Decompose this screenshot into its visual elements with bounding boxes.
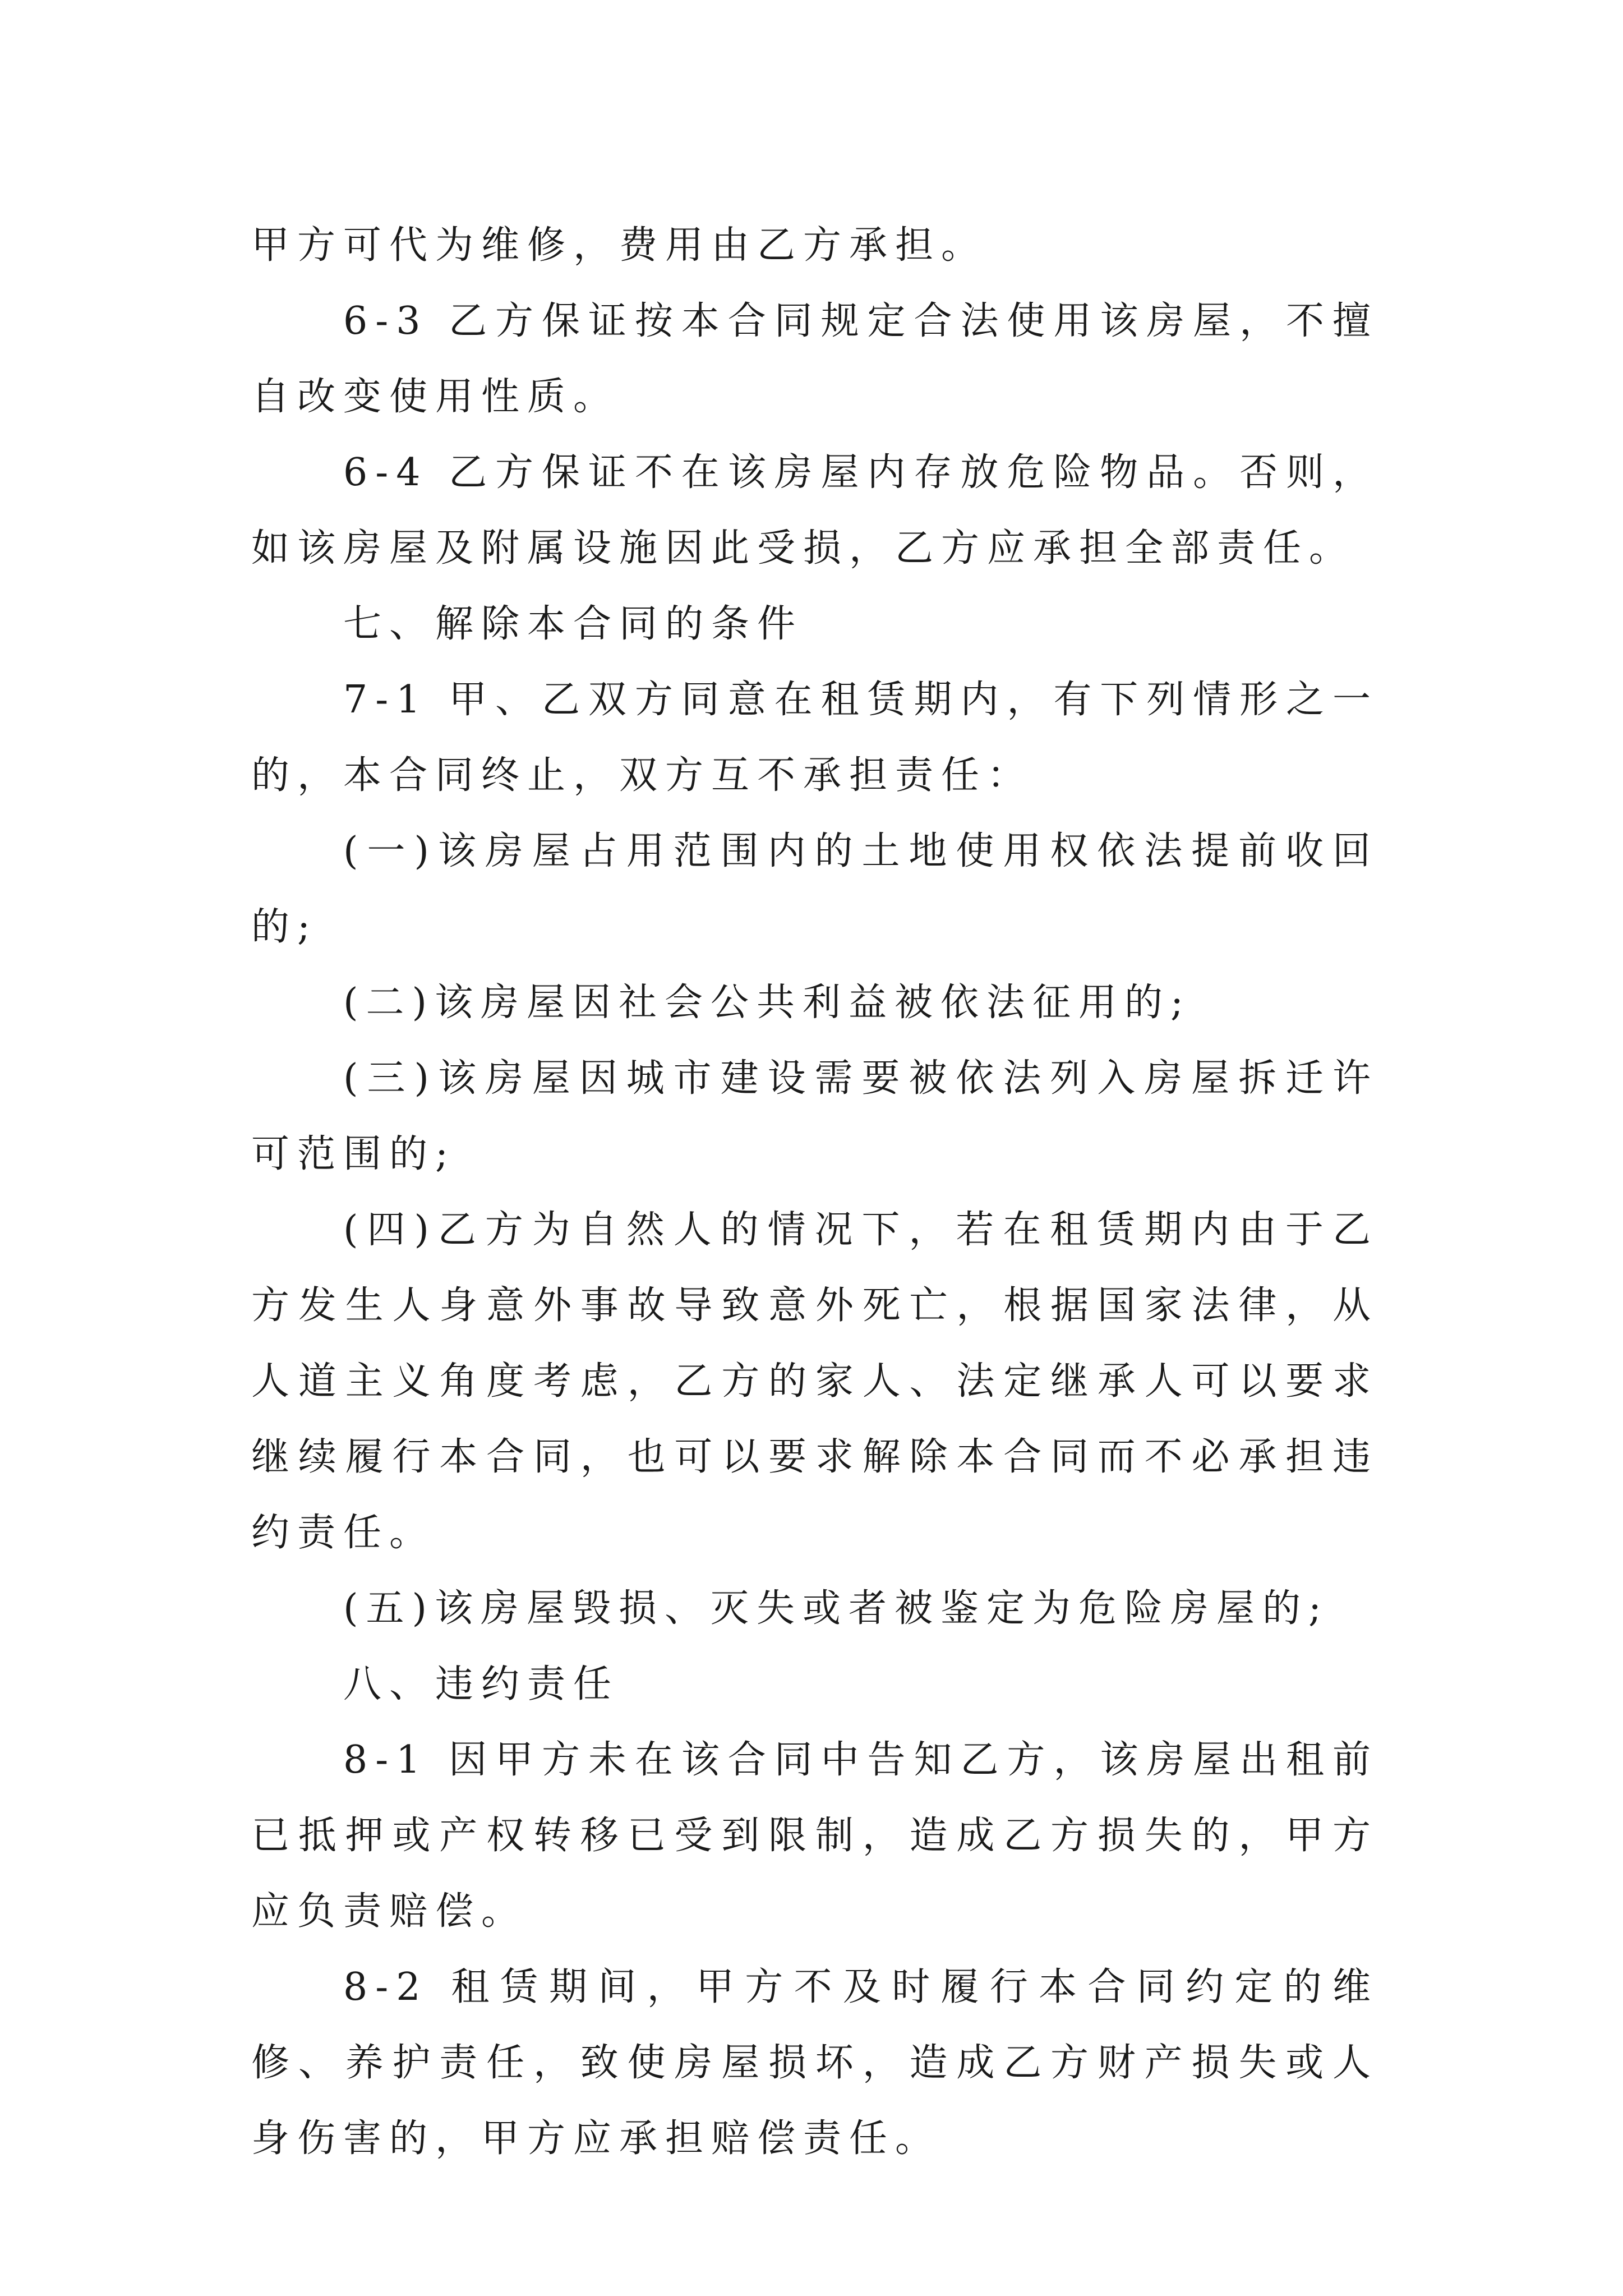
- section-heading-7: 七、解除本合同的条件: [343, 602, 804, 646]
- document-body: [251, 208, 1378, 2177]
- clause-7-1-item-5: (五)该房屋毁损、灭失或者被鉴定为危险房屋的;: [343, 1586, 1329, 1631]
- clause-7-1-item-1: (一)该房屋占用范围内的土地使用权依法提前收回的;: [251, 829, 1378, 949]
- clause-7-1-item-3: (三)该房屋因城市建设需要被依法列入房屋拆迁许可范围的;: [251, 1056, 1378, 1176]
- clause-7-1-item-4: (四)乙方为自然人的情况下，若在租赁期内由于乙方发生人身意外事故导致意外死亡，根据国家法律，从人道主义角度考虑，乙方的家人、法定继承人可以要求继续履行本合同，也可以要求解除本合同而不必承担违约责任。: [251, 1208, 1378, 1555]
- clause-7-1-item-2: (二)该房屋因社会公共利益被依法征用的;: [343, 981, 1191, 1025]
- clause-6-3: 6-3 乙方保证按本合同规定合法使用该房屋，不擅自改变使用性质。: [251, 299, 1378, 419]
- clause-6-4: 6-4 乙方保证不在该房屋内存放危险物品。否则，如该房屋及附属设施因此受损，乙方应承担全部责任。: [251, 450, 1378, 570]
- clause-8-1: 8-1 因甲方未在该合同中告知乙方，该房屋出租前已抵押或产权转移已受到限制，造成乙方损失的，甲方应负责赔偿。: [251, 1738, 1378, 1934]
- clause-8-2: 8-2 租赁期间，甲方不及时履行本合同约定的维修、养护责任，致使房屋损坏，造成乙方财产损失或人身伤害的，甲方应承担赔偿责任。: [251, 1965, 1378, 2161]
- clause-7-1: 7-1 甲、乙双方同意在租赁期内，有下列情形之一的，本合同终止，双方互不承担责任：: [251, 678, 1378, 798]
- paragraph-continuation: 甲方可代为维修，费用由乙方承担。: [251, 223, 988, 268]
- section-heading-8: 八、违约责任: [343, 1662, 620, 1706]
